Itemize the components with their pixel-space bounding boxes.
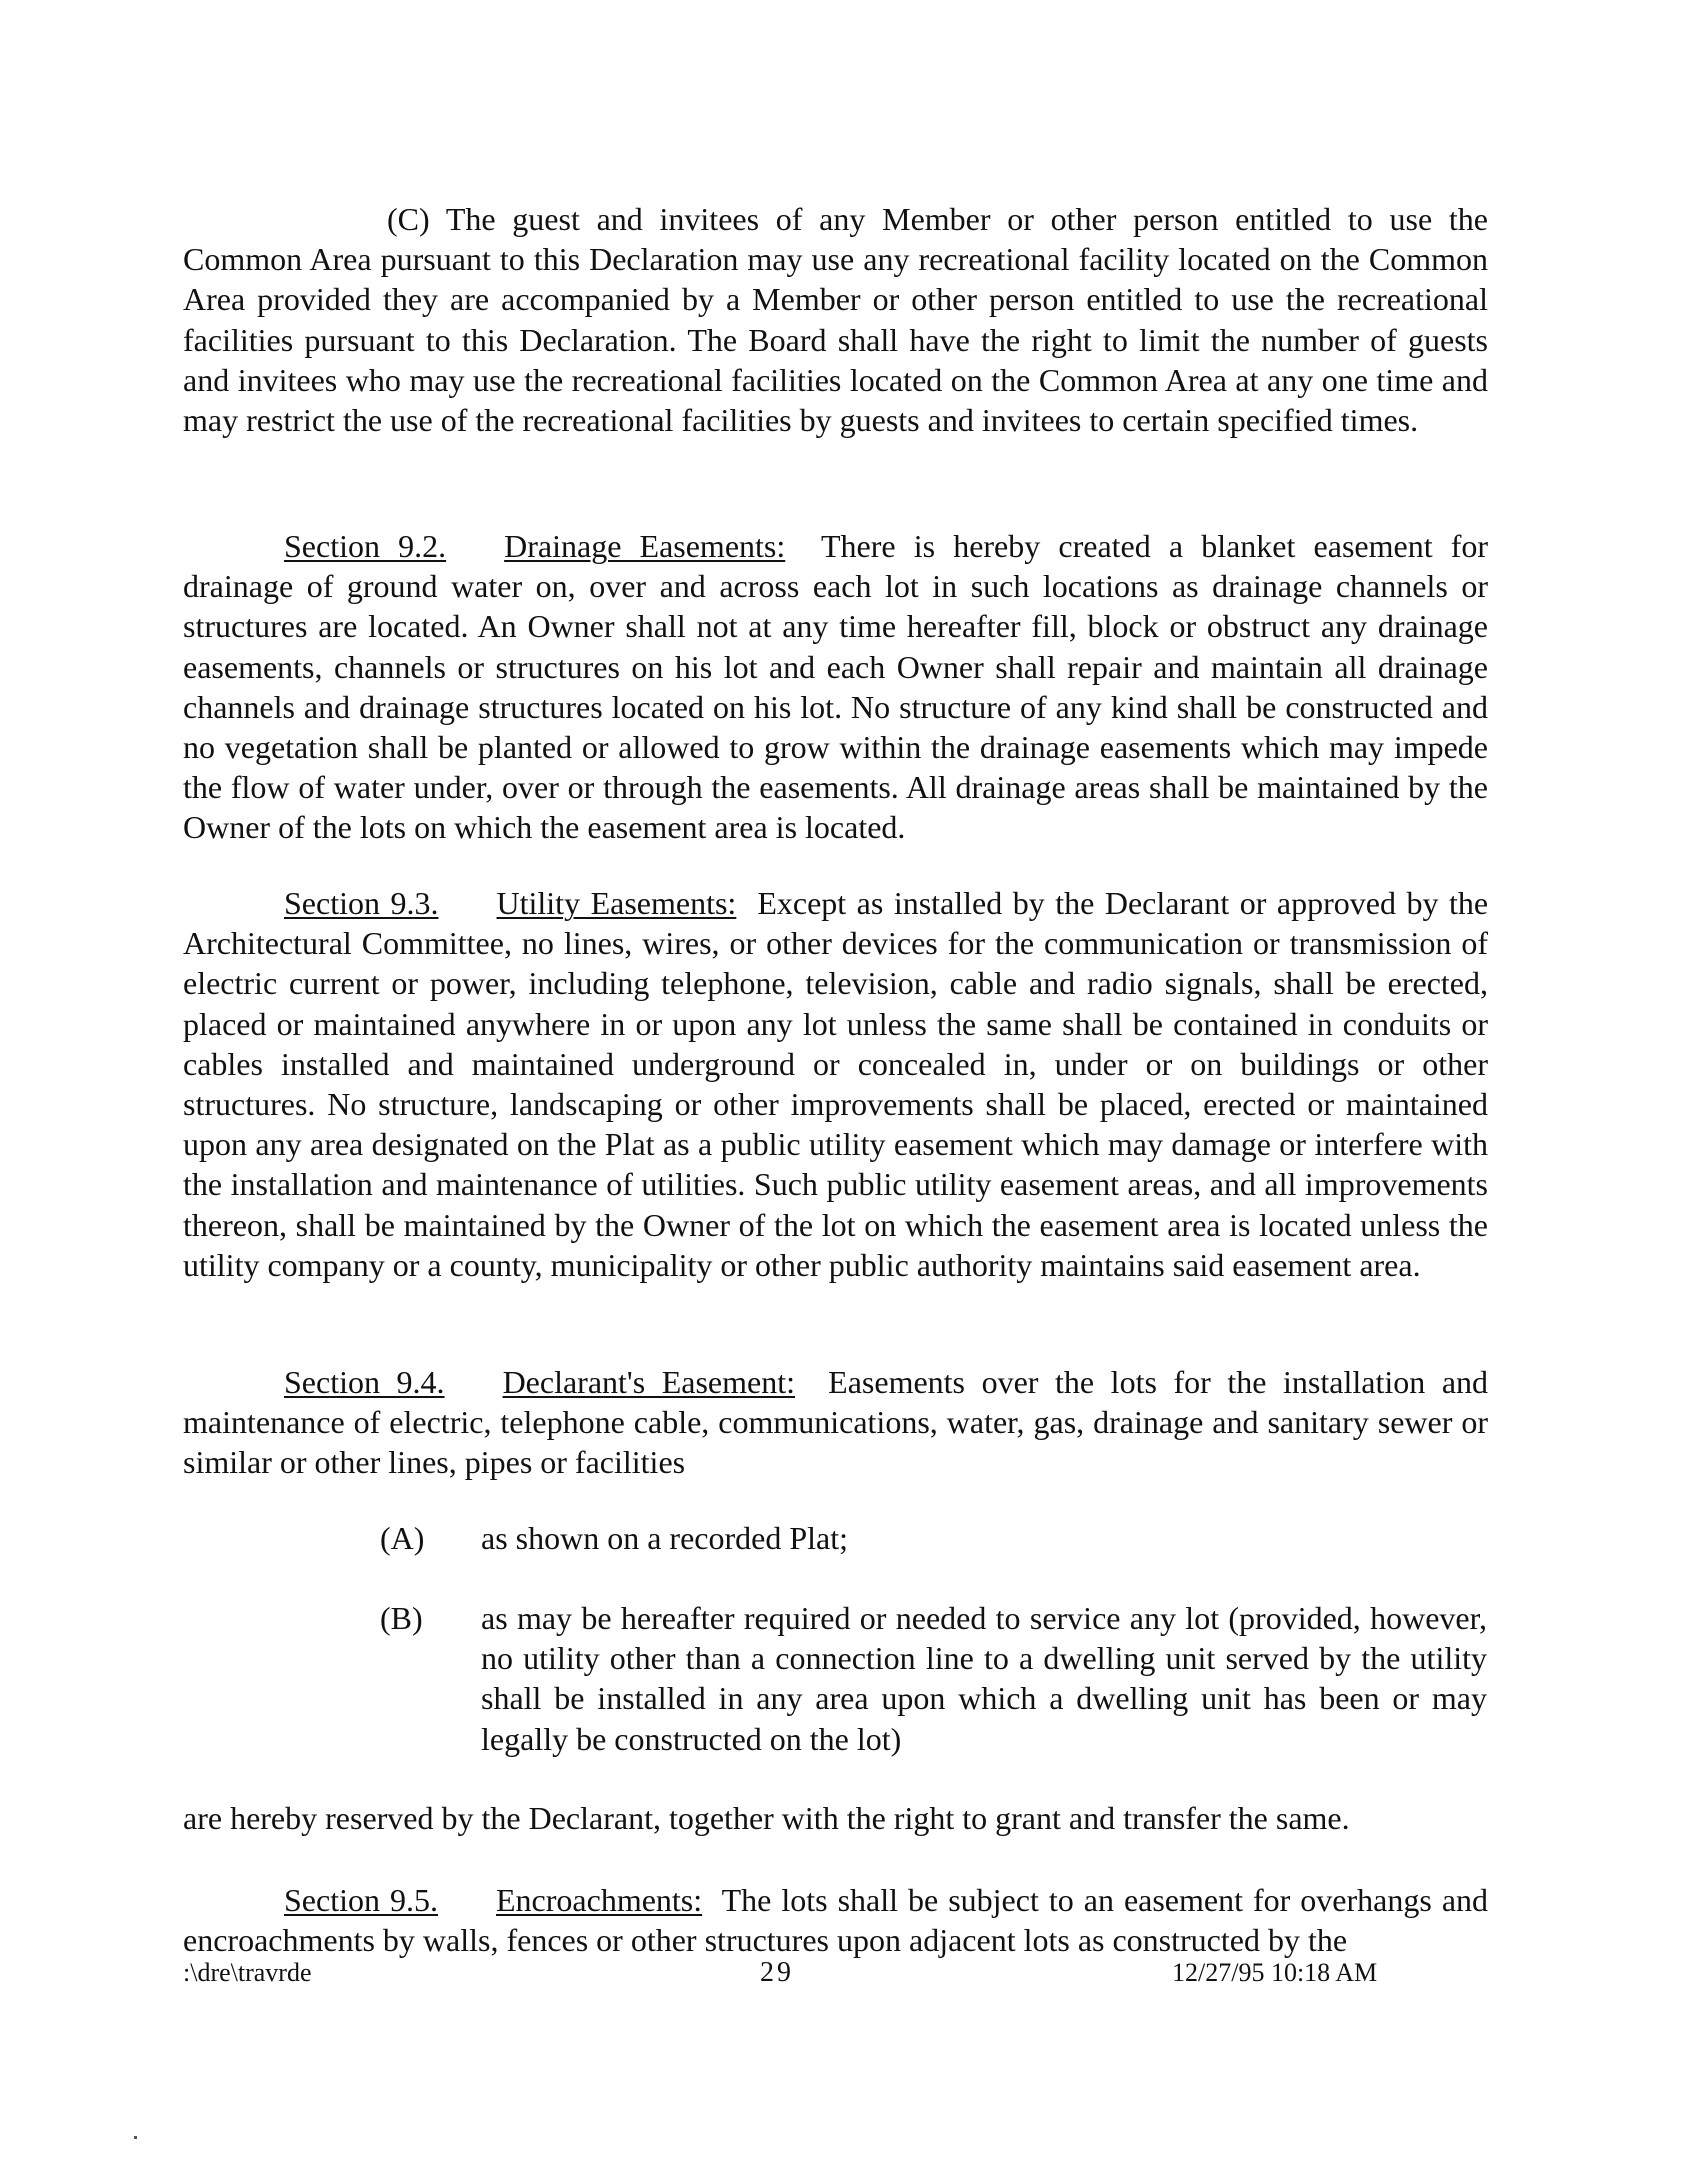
section-9-4-number: Section 9.4. bbox=[284, 1364, 445, 1400]
section-9-3 bbox=[183, 883, 1488, 1285]
section-9-3-number: Section 9.3. bbox=[284, 885, 439, 921]
paragraph-c bbox=[183, 199, 1488, 440]
section-9-5-title: Encroachments: bbox=[496, 1882, 703, 1918]
section-9-5-text: The lots shall be subject to an easement for overhangs and encroachments by walls, fences or other structures upon adjacent lots as constructed by the bbox=[183, 1882, 1489, 1959]
section-9-3-title: Utility Easements: bbox=[496, 885, 737, 921]
footer-datetime: 12/27/95 10:18 AM bbox=[1172, 1958, 1378, 1987]
item-b-label: (B) bbox=[380, 1600, 423, 1636]
item-b-text: as may be hereafter required or needed to service any lot (provided, however, no utility other than a connection line to a dwelling unit served by the utility shall be installed in any area upon which a dwelling unit has been or may legally be constructed on the lot) bbox=[481, 1600, 1487, 1757]
item-a-label: (A) bbox=[380, 1520, 425, 1556]
section-9-2-title: Drainage Easements: bbox=[504, 528, 786, 564]
footer-file-path: :\dre\travrde bbox=[183, 1958, 312, 1987]
paragraph-c-text: (C) The guest and invitees of any Member or other person entitled to use the Common Area pursuant to this Declaration may use any recreational facility located on the Common Area provided they are accompanied by a Member or other person entitled to use the recreational facilities pursuant to this Declaration. The Board shall have the right to limit the number of guests and invitees who may use the recreational facilities located on the Common Area at any one time and may restrict the use of the recreational facilities by guests and invitees to certain specified times. bbox=[183, 201, 1488, 439]
section-9-2 bbox=[183, 526, 1488, 848]
item-a-text: as shown on a recorded Plat; bbox=[481, 1520, 849, 1556]
section-9-4-text: Easements over the lots for the installation and maintenance of electric, telephone cable, communications, water, gas, drainage and sanitary sewer or similar or other lines, pipes or facilities bbox=[183, 1364, 1489, 1481]
section-9-5 bbox=[183, 1880, 1488, 1960]
section-9-5-number: Section 9.5. bbox=[284, 1882, 438, 1918]
section-9-3-text: Except as installed by the Declarant or approved by the Architectural Committee, no lines, wires, or other devices for the communication or transmission of electric current or power, including telephone, television, cable and radio signals, shall be erected, placed or maintained anywhere in or upon any lot unless the same shall be contained in conduits or cables installed and maintained underground or concealed in, under or on buildings or other structures. No structure, landscaping or other improvements shall be placed, erected or maintained upon any area designated on the Plat as a public utility easement which may damage or interfere with the installation and maintenance of utilities. Such public utility easement areas, and all improvements thereon, shall be maintained by the Owner of the lot on which the easement area is located unless the utility company or a county, municipality or other public authority maintains said easement area. bbox=[183, 885, 1489, 1283]
section-9-4 bbox=[183, 1362, 1488, 1483]
section-9-2-text: There is hereby created a blanket easement for drainage of ground water on, over and across each lot in such locations as drainage channels or structures are located. An Owner shall not at any time hereafter fill, block or obstruct any drainage easements, channels or structures on his lot and each Owner shall repair and maintain all drainage channels and drainage structures located on his lot. No structure of any kind shall be constructed and no vegetation shall be planted or allowed to grow within the drainage easements which may impede the flow of water under, over or through the easements. All drainage areas shall be maintained by the Owner of the lots on which the easement area is located. bbox=[183, 528, 1489, 846]
scan-speck bbox=[134, 2136, 137, 2139]
section-9-4-title: Declarant's Easement: bbox=[502, 1364, 795, 1400]
section-9-2-number: Section 9.2. bbox=[284, 528, 447, 564]
footer-page-number: 29 bbox=[760, 1957, 794, 1988]
reserved-clause: are hereby reserved by the Declarant, together with the right to grant and transfer the same. bbox=[183, 1800, 1350, 1836]
